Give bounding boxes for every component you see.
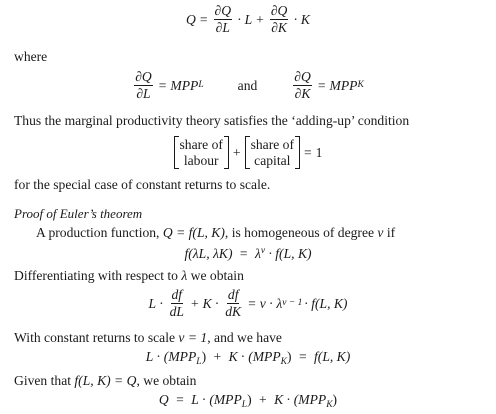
eq1-fraction-dq-dk xyxy=(270,4,289,36)
eq7-p1: (MPP xyxy=(209,392,242,407)
eq4-rhs: · f(L, K) xyxy=(268,246,312,261)
equation-homogeneous xyxy=(0,247,496,261)
eq3-plus: + xyxy=(232,144,241,160)
given-math: f(L, K) = Q xyxy=(74,373,137,388)
differentiating-paragraph xyxy=(14,269,244,283)
eq5-lambda: λ xyxy=(276,295,283,311)
eq1-den2: ∂K xyxy=(271,20,287,36)
equation-marginal-products xyxy=(0,70,496,102)
eq5-rhs: · f(L, K) xyxy=(304,295,348,311)
eq3-one: 1 xyxy=(315,144,323,160)
eq6-dot2: · xyxy=(240,349,246,364)
eq1-var-l: L xyxy=(244,11,253,27)
eq3-bracket-capital xyxy=(245,136,300,169)
eq7-equals: = xyxy=(176,392,184,407)
special-case-paragraph: for the special case of constant returns to scale. xyxy=(14,177,271,192)
eq6-l: L xyxy=(145,349,154,364)
eq2-fraction-b xyxy=(293,70,312,102)
production-function-paragraph xyxy=(36,226,395,240)
eq6-plus: + xyxy=(213,349,222,364)
equation-constant-returns xyxy=(0,350,496,368)
eq2-b-den: ∂K xyxy=(294,86,311,102)
eq7-p2: (MPP xyxy=(293,392,327,407)
eq5-equals: = xyxy=(248,295,256,311)
eq1-num1: ∂Q xyxy=(214,4,233,20)
eq6-equals: = xyxy=(298,349,307,364)
eq6-s2: K xyxy=(280,357,287,367)
eq1-dot2: · xyxy=(293,11,298,27)
prod-pre: A production function, xyxy=(36,225,163,240)
equation-differentiated xyxy=(0,288,496,320)
eq6-k: K xyxy=(228,349,238,364)
eq5-den2: dK xyxy=(225,304,242,320)
eq3-b1-top: share of xyxy=(179,137,223,152)
eq7-k: K xyxy=(274,392,284,407)
eq5-fraction-df-dk xyxy=(224,288,242,320)
eq2-and: and xyxy=(237,77,258,93)
given-paragraph xyxy=(14,374,196,388)
const-post: , and we have xyxy=(207,330,282,345)
eq1-dot1: · xyxy=(237,11,242,27)
eq5-fraction-df-dl xyxy=(169,288,185,320)
thus-paragraph: Thus the marginal productivity theory satisfies the ‘adding-up’ condition xyxy=(14,113,410,128)
eq2-a-equals: = xyxy=(158,77,167,93)
prod-if: if xyxy=(383,225,396,240)
given-post: , we obtain xyxy=(136,373,197,388)
eq2-fraction-a xyxy=(134,70,153,102)
eq2-b-equals: = xyxy=(317,77,326,93)
eq2-a-sub: L xyxy=(198,80,204,91)
eq4-exp: v xyxy=(260,246,266,256)
eq2-a-num: ∂Q xyxy=(134,70,153,86)
eq6-p1: (MPP xyxy=(163,349,197,364)
diff-lambda: λ xyxy=(181,268,188,283)
eq7-s1: L xyxy=(241,400,248,410)
proof-heading: Proof of Euler’s theorem xyxy=(14,206,143,221)
constant-returns-paragraph xyxy=(14,331,282,345)
eq7-dot2: · xyxy=(286,392,291,407)
eq2-a-den: ∂L xyxy=(136,86,151,102)
eq1-plus: + xyxy=(256,11,264,27)
eq6-dot1: · xyxy=(156,349,161,364)
eq4-lambda: λ xyxy=(254,246,261,261)
eq6-c1: ) xyxy=(201,349,207,364)
eq1-var-k: K xyxy=(300,11,310,27)
eq5-exp: v − 1 xyxy=(282,298,303,309)
eq3-b2-top: share of xyxy=(250,137,294,152)
equation-final xyxy=(0,393,496,411)
eq3-equals: = xyxy=(304,144,312,160)
eq3-b2-bot: capital xyxy=(254,152,291,168)
eq1-fraction-dq-dl xyxy=(214,4,233,36)
eq1-equals: = xyxy=(199,11,208,27)
equation-adding-up xyxy=(0,136,496,169)
eq6-s1: L xyxy=(196,357,202,367)
const-math: v = 1 xyxy=(178,330,208,345)
eq2-a-rhs: MPP xyxy=(170,77,199,93)
eq7-plus: + xyxy=(259,392,267,407)
eq2-b-rhs: MPP xyxy=(329,77,358,93)
prod-math: Q = f(L, K) xyxy=(162,225,225,240)
eq7-c2: ) xyxy=(332,392,338,407)
eq6-rhs: f(L, K) xyxy=(314,349,351,364)
eq5-dot1: · xyxy=(159,295,164,311)
eq1-den1: ∂L xyxy=(215,20,230,36)
eq2-b-sub: K xyxy=(357,80,364,91)
eq5-den1: dL xyxy=(169,304,184,320)
eq7-dot1: · xyxy=(201,392,207,407)
eq5-num1: df xyxy=(171,288,184,304)
const-pre: With constant returns to scale xyxy=(14,330,179,345)
eq1-lhs: Q xyxy=(186,11,196,27)
eq7-s2: K xyxy=(326,400,333,410)
eq6-p2: (MPP xyxy=(248,349,281,364)
where-label: where xyxy=(14,49,48,64)
eq5-dot3: · xyxy=(268,295,274,311)
eq4-lhs: f(λL, λK) xyxy=(184,246,233,261)
diff-post: we obtain xyxy=(187,268,244,283)
eq7-lhs: Q xyxy=(158,392,169,407)
eq3-b1-bot: labour xyxy=(183,152,219,168)
eq4-equals: = xyxy=(239,246,248,261)
diff-pre: Differentiating with respect to xyxy=(14,268,182,283)
eq5-l: L xyxy=(148,295,157,311)
given-pre: Given that xyxy=(14,373,75,388)
eq2-b-num: ∂Q xyxy=(293,70,312,86)
prod-degree: v xyxy=(377,225,384,240)
eq5-v: v xyxy=(259,295,266,311)
eq5-plus: + xyxy=(190,295,199,311)
eq7-c1: ) xyxy=(247,392,252,407)
equation-euler-sum xyxy=(0,4,496,36)
eq5-dot2: · xyxy=(214,295,220,311)
eq7-l: L xyxy=(191,392,199,407)
eq6-c2: ) xyxy=(287,349,292,364)
eq5-num2: df xyxy=(227,288,240,304)
eq3-bracket-labour xyxy=(174,136,229,169)
prod-post: , is homogeneous of degree xyxy=(224,225,378,240)
eq5-k: K xyxy=(202,295,212,311)
eq1-num2: ∂Q xyxy=(270,4,289,20)
